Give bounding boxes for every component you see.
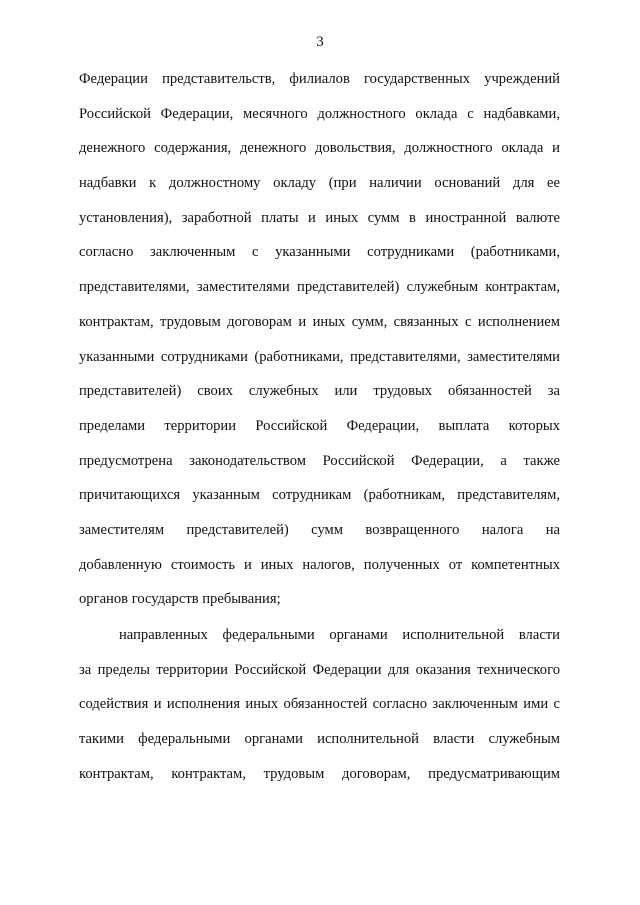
text-line: за пределы территории Российской Федерации для оказания технического [79,661,560,678]
paragraph-2 [79,618,560,791]
text-line: надбавки к должностному окладу (при наличии оснований для ее [79,175,560,192]
page-number: 3 [316,34,324,50]
text-line: представителями, заместителями представителей) служебным контрактам, [79,279,560,296]
text-line: денежного содержания, денежного довольствия, должностного оклада и [79,140,560,157]
text-line: установления), заработной платы и иных сумм в иностранной валюте [79,209,560,226]
text-line: пределами территории Российской Федерации, выплата которых [79,417,560,434]
text-line: направленных федеральными органами исполнительной власти [119,627,560,643]
text-line: Федерации представительств, филиалов государственных учреждений [79,71,560,87]
text-line: добавленную стоимость и иных налогов, полученных от компетентных [79,556,560,573]
text-line: предусмотрена законодательством Российской Федерации, а также [79,452,560,469]
paragraph-1 [79,62,560,617]
text-line: содействия и исполнения иных обязанностей согласно заключенным ими с [79,696,560,713]
text-line: органов государств пребывания; [79,591,281,608]
text-line: заместителям представителей) сумм возвращенного налога на [79,521,560,538]
text-line: согласно заключенным с указанными сотрудниками (работниками, [79,244,560,261]
text-line: такими федеральными органами исполнительной власти служебным [79,731,560,748]
text-line: Российской Федерации, месячного должностного оклада с надбавками, [79,105,560,122]
text-line: указанными сотрудниками (работниками, представителями, заместителями [79,348,560,365]
text-line: представителей) своих служебных или трудовых обязанностей за [79,383,560,400]
text-line: причитающихся указанным сотрудникам (работникам, представителям, [79,487,560,504]
text-line: контрактам, контрактам, трудовым договорам, предусматривающим [79,765,560,782]
text-line: контрактам, трудовым договорам и иных сумм, связанных с исполнением [79,313,560,330]
